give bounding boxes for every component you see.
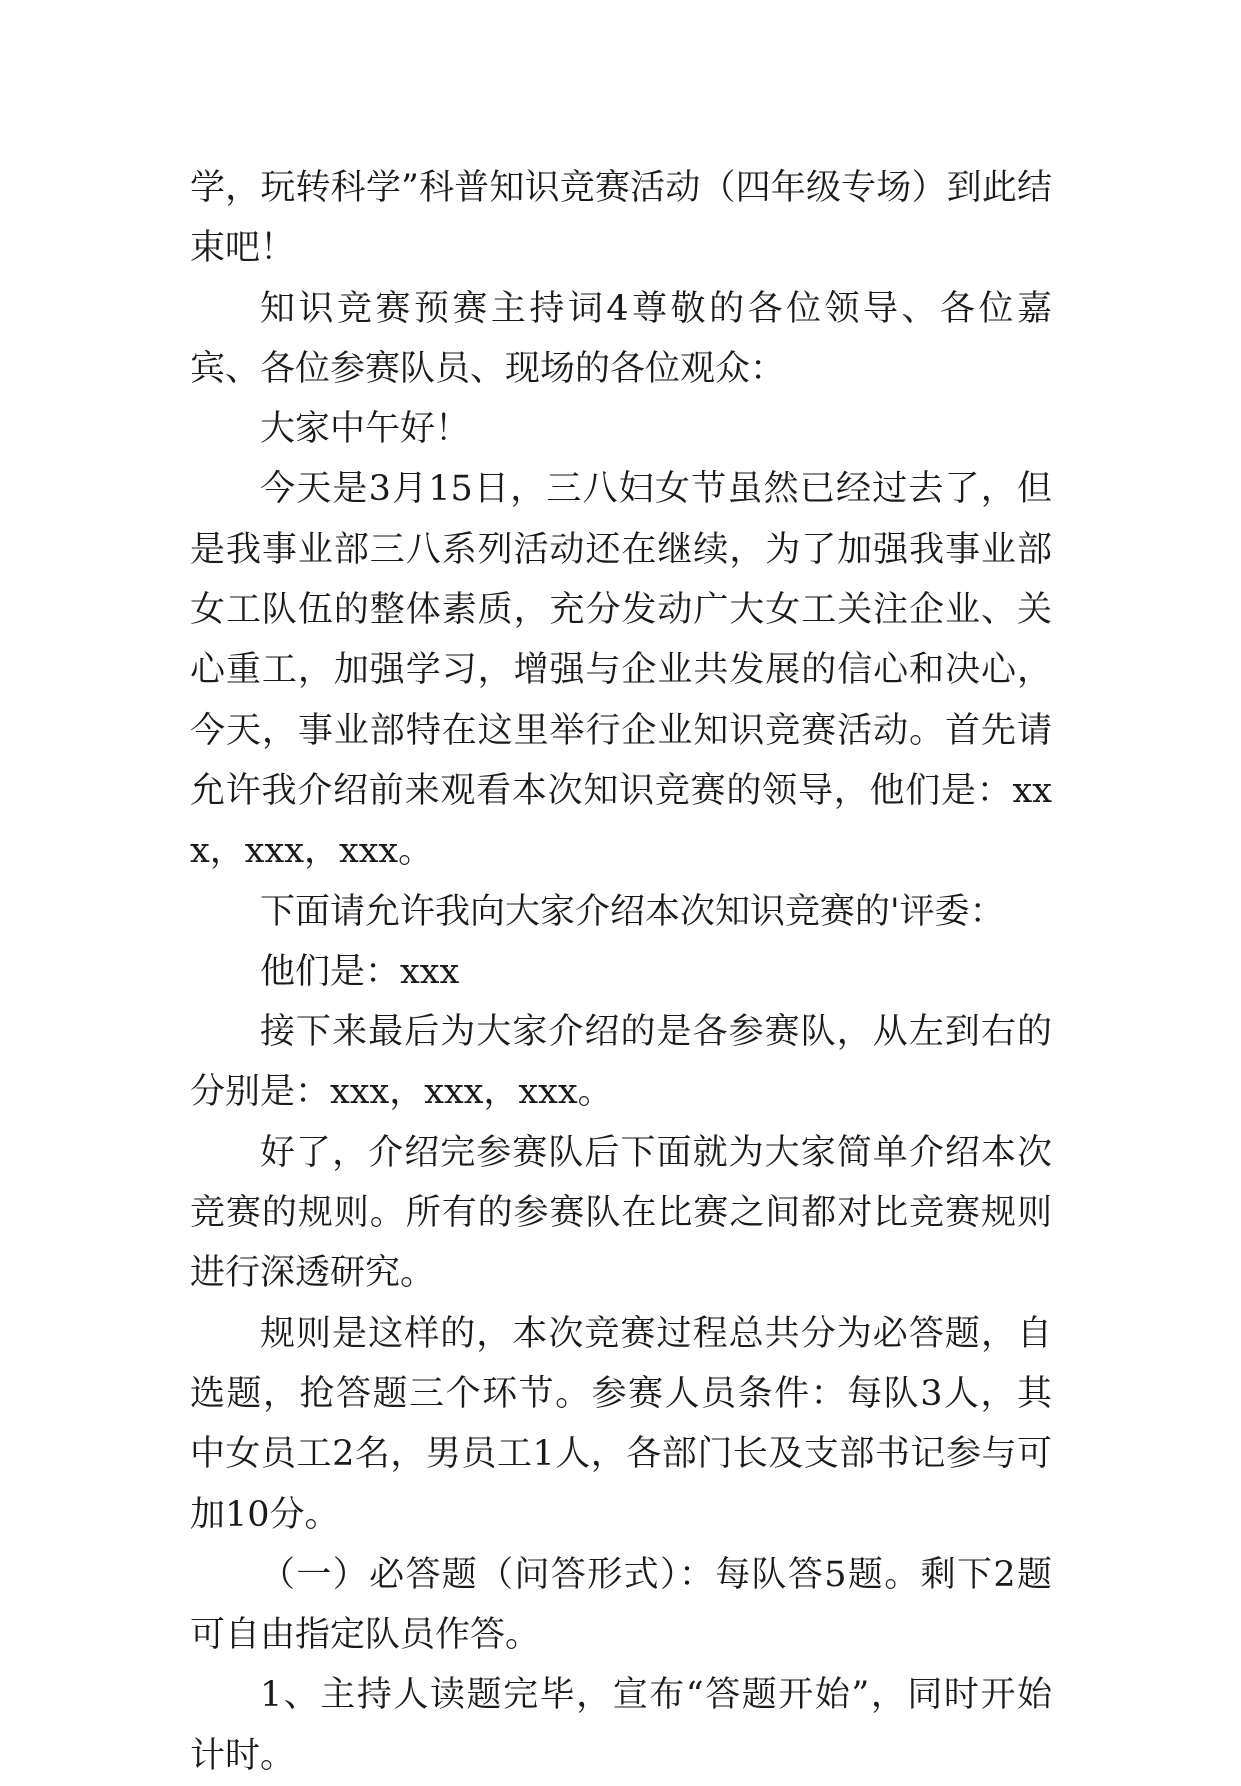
paragraph-teams-intro: 接下来最后为大家介绍的是各参赛队，从左到右的分别是：xxx，xxx，xxx。 — [190, 1012, 1052, 1113]
paragraph-closing: 学，玩转科学”科普知识竞赛活动（四年级专场）到此结束吧！ — [190, 168, 1052, 269]
paragraph-rules-intro: 好了，介绍完参赛队后下面就为大家简单介绍本次竞赛的规则。所有的参赛队在比赛之间都对比竞赛规则进行深透研究。 — [190, 1132, 1052, 1294]
paragraph-judges-intro: 下面请允许我向大家介绍本次知识竞赛的'评委： — [260, 891, 1005, 932]
paragraph-section-one: （一）必答题（问答形式）：每队答5题。剩下2题可自由指定队员作答。 — [190, 1554, 1052, 1656]
paragraph-good-noon: 大家中午好！ — [260, 409, 471, 450]
paragraph-rules-detail: 规则是这样的，本次竞赛过程总共分为必答题，自选题，抢答题三个环节。参赛人员条件：每队3人，其中女员工2名，男员工1人，各部门长及支部书记参与可加10分。 — [190, 1313, 1052, 1535]
document-body — [190, 158, 1052, 1786]
paragraph-rule-one: 1、主持人读题完毕，宣布“答题开始”，同时开始计时。 — [190, 1675, 1052, 1776]
paragraph-introduction: 今天是3月15日，三八妇女节虽然已经过去了，但是我事业部三八系列活动还在继续，为了加强我事业部女工队伍的整体素质，充分发动广大女工关注企业、关心重工，加强学习，增强与企业共发展的信心和决心，今天，事业部特在这里举行企业知识竞赛活动。首先请允许我介绍前来观看本次知识竞赛的领导，他们是：xxx，xxx，xxx。 — [190, 469, 1052, 872]
paragraph-greeting-title: 知识竞赛预赛主持词4尊敬的各位领导、各位嘉宾、各位参赛队员、现场的各位观众： — [190, 288, 1052, 389]
paragraph-judges-names: 他们是：xxx — [260, 951, 460, 992]
